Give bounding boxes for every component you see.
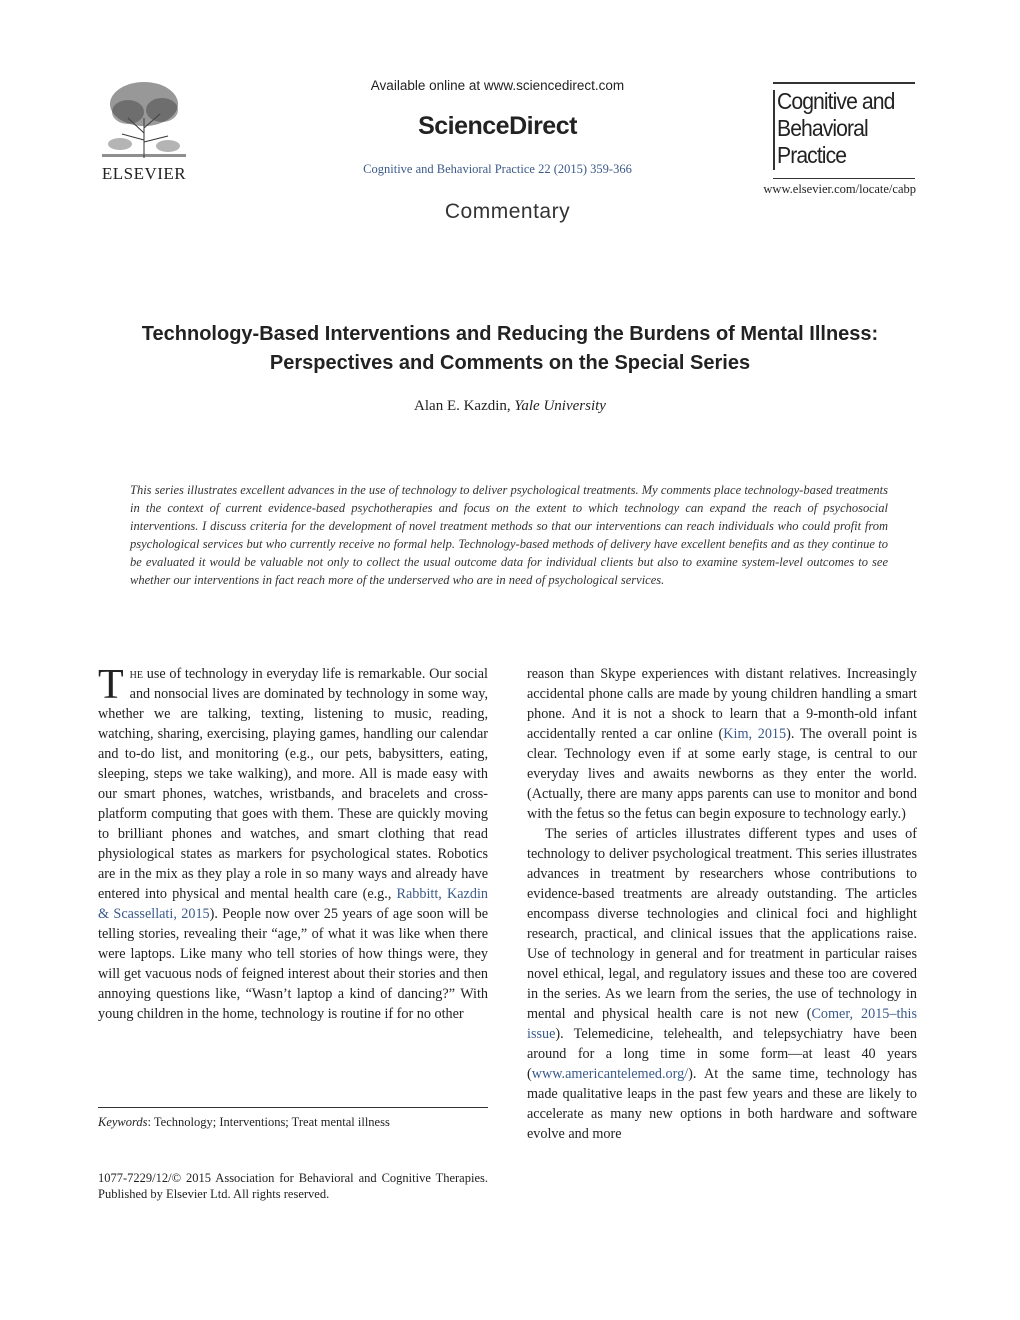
- section-label: Commentary: [444, 200, 571, 223]
- publisher-logo: [96, 78, 192, 188]
- journal-url[interactable]: www.elsevier.com/locate/cabp: [763, 182, 916, 196]
- body-column-right: [527, 664, 917, 1144]
- paragraph: [98, 664, 488, 1024]
- paragraph-text: ). At the same time, technology has made qualitative leaps in the past few years and these are likely to accelerate as many new options in both hardware and software evolve and more: [527, 1066, 917, 1142]
- elsevier-tree-icon: [98, 78, 190, 160]
- paragraph: [527, 664, 917, 824]
- paragraph-text: ). People now over 25 years of age soon will be telling stories, revealing their “age,” of what it was like when there were laptops. Like many who tell stories of how things were, they will get vacuous nods of feigned interest about their stories and then annoying questions like, “Wasn’t laptop a kind of dancing?” With young children in the home, technology is routine if for no other: [98, 906, 488, 1022]
- journal-title-line: Cognitive and: [777, 88, 895, 114]
- drop-cap: T: [98, 662, 124, 708]
- abstract: This series illustrates excellent advances in the use of technology to deliver psychological treatments. My comments place technology-based treatments in the context of current evidence-based psychotherapies and focus on the extent to which technology can expand the reach of psychosocial interventions. I discuss criteria for the development of novel treatment methods so that our interventions can reach individuals who could profit from psychological services but who currently receive no formal help. Technology-based methods of delivery have excellent benefits and as they continue to be evaluated it would be valuable not only to collect the usual outcome data for individual clients but also to examine system-level outcomes to see whether our interventions in fact reach more of the underserved who are in need of psychological services.: [130, 483, 888, 587]
- journal-title-line: Behavioral: [777, 115, 868, 141]
- article-title-line: Perspectives and Comments on the Special Series: [269, 352, 751, 374]
- author-affiliation: Yale University: [514, 398, 606, 414]
- citation-link[interactable]: Kim, 2015: [723, 726, 787, 742]
- citation-link[interactable]: Comer, 2015–this issue: [527, 1006, 917, 1042]
- keywords: [98, 1115, 488, 1130]
- available-online-text[interactable]: Available online at www.sciencedirect.com: [370, 78, 625, 93]
- keywords-text: : Technology; Interventions; Treat mental illness: [147, 1115, 390, 1129]
- article-title-line: Technology-Based Interventions and Reducing the Burdens of Mental Illness:: [141, 323, 879, 345]
- paragraph-text: reason than Skype experiences with distant relatives. Increasingly accidental phone calls are made by young children handling a smart phone. And it is not a shock to learn that a 9-month-old infant accidentally rented a car online (: [527, 666, 917, 742]
- paragraph-text: ). Telemedicine, telehealth, and telepsychiatry have been around for a long time in some form—at least 40 years (: [527, 1026, 917, 1082]
- author-line: [96, 398, 924, 415]
- url-link[interactable]: www.americantelemed.org/: [531, 1066, 689, 1082]
- smallcaps-lead: he: [129, 666, 143, 682]
- copyright-notice: 1077-7229/12/© 2015 Association for Behavioral and Cognitive Therapies. Published by Elsevier Ltd. All rights reserved.: [98, 1171, 488, 1201]
- journal-title-box: [773, 82, 915, 179]
- keywords-label: Keywords: [98, 1115, 148, 1129]
- publisher-name: ELSEVIER: [101, 164, 187, 183]
- body-column-left: [98, 664, 488, 1024]
- paragraph-text: use of technology in everyday life is remarkable. Our social and nonsocial lives are dominated by technology in some way, whether we are talking, texting, listening to music, reading, watching, sharing, exercising, playing games, handling our calendar and to-do list, and monitoring (e.g., our pets, babysitters, eating, sleeping, steps we take walking), and more. All is made easy with our smart phones, watches, wristbands, and bracelets and cross-platform computing that goes with them. These are quickly moving to brilliant phones and watches, and smart clothing that read physiological states as markers for psychological states. Robotics are in the mix as they play a role in so many ways and already have entered into physical and mental health care (e.g.,: [98, 666, 488, 902]
- journal-title: [777, 88, 904, 169]
- paragraph: [527, 824, 917, 1144]
- footnote-divider: [98, 1107, 488, 1108]
- citation-link[interactable]: Rabbitt, Kazdin & Scassellati, 2015: [98, 886, 488, 922]
- paragraph-text: The series of articles illustrates different types and uses of technology to deliver psychological treatment. This series illustrates advances in treatment by researchers whose contributions to evidence-based treatments are already outstanding. The articles encompass diverse technologies and clinical foci and highlight research, practical, and clinical issues that the applications raise. Use of technology in general and for treatment in particular raises novel ethical, legal, and regulatory issues and these too are covered in the series. As we learn from the series, the use of technology in mental and physical health care is not new (: [527, 826, 917, 1022]
- platform-name: ScienceDirect: [418, 112, 577, 140]
- article-title: [96, 320, 924, 378]
- paragraph-text: ). The overall point is clear. Technology even if at some early stage, is central to our everyday lives and awaits newborns as they enter the world. (Actually, there are many apps parents can use to monitor and bond with the fetus so the fetus can begin exposure to technology early.): [527, 726, 917, 822]
- journal-title-line: Practice: [777, 142, 847, 168]
- journal-box-bar: [773, 90, 775, 170]
- journal-reference[interactable]: Cognitive and Behavioral Practice 22 (2015) 359-366: [363, 162, 632, 176]
- author-name: Alan E. Kazdin,: [414, 398, 511, 414]
